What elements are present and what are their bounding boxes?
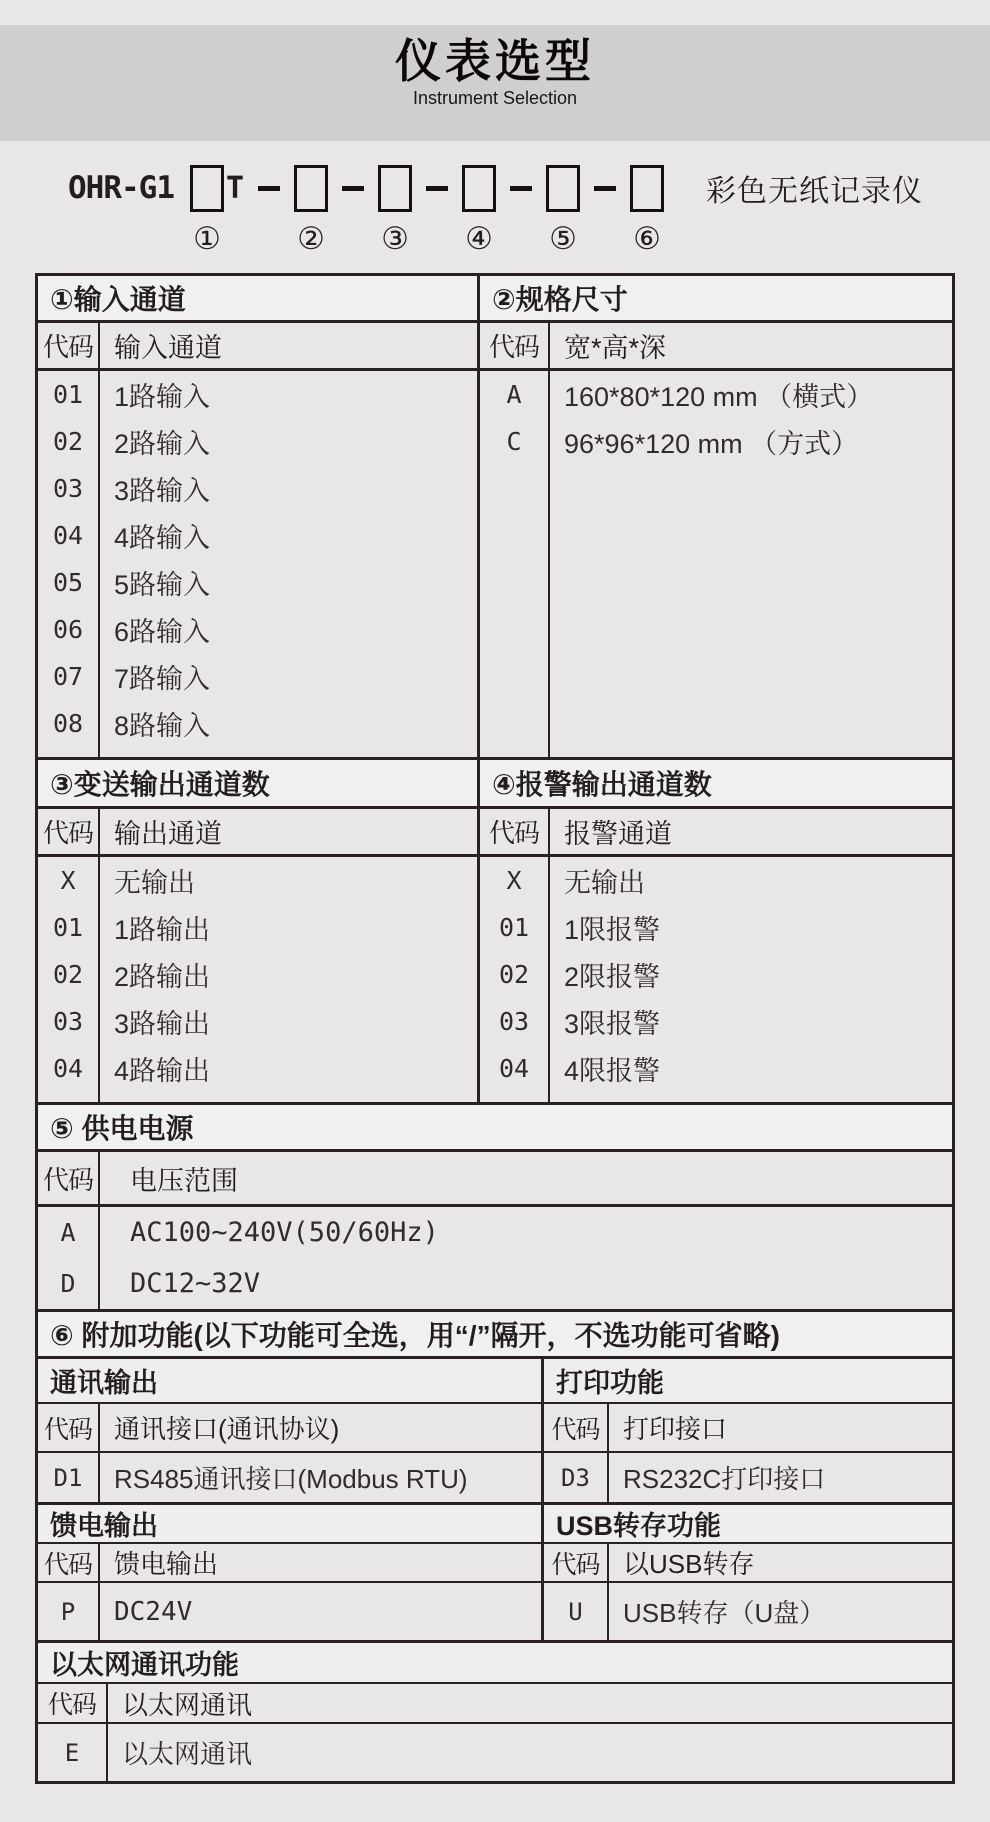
column-header-row (480, 323, 952, 371)
row-code: 04 (38, 1045, 100, 1092)
table-row (480, 857, 952, 904)
table-row (38, 1045, 477, 1092)
code-header: 代码 (38, 1684, 108, 1722)
table-band-2 (38, 760, 952, 1105)
column-header-row (38, 323, 477, 371)
row-code: X (480, 857, 550, 904)
column-header-row (38, 809, 477, 857)
row-desc: 6路输入 (114, 617, 211, 647)
row-code: 02 (38, 951, 100, 998)
product-name: 彩色无纸记录仪 (706, 175, 924, 208)
dash-separator (342, 186, 364, 191)
subsection-ethernet (38, 1643, 952, 1781)
row-desc: 4路输入 (114, 523, 211, 553)
table-row (38, 371, 477, 418)
row-code: 04 (480, 1045, 550, 1092)
section-title: ④报警输出通道数 (480, 760, 952, 809)
row-desc: 2路输入 (114, 429, 211, 459)
row-code: 01 (38, 904, 100, 951)
desc-header: 馈电输出 (114, 1549, 219, 1579)
marker-1: ① (193, 220, 221, 256)
section-additional-functions (38, 1312, 952, 1781)
marker-3: ③ (381, 220, 409, 256)
row-desc: 8路输入 (114, 711, 211, 741)
section-title: ②规格尺寸 (480, 276, 952, 323)
marker-6: ⑥ (633, 220, 661, 256)
model-code-box-1 (190, 165, 224, 212)
row-desc: 7路输入 (114, 664, 211, 694)
empty-area (480, 1092, 952, 1102)
row-code: 08 (38, 700, 100, 747)
table-row (38, 653, 477, 700)
row-desc: 1路输出 (114, 915, 211, 945)
row-desc: DC12~32V (130, 1268, 261, 1299)
model-prefix: OHR-G1 (68, 170, 174, 206)
table-row (38, 1453, 541, 1505)
subsection-title: 通讯输出 (38, 1359, 541, 1404)
row-code: U (544, 1583, 609, 1640)
table-band-1 (38, 276, 952, 760)
table-row (544, 1453, 952, 1505)
empty-area (480, 465, 952, 757)
model-code-box-2 (294, 165, 328, 212)
desc-header: 输出通道 (114, 819, 222, 849)
column-header-row (38, 1404, 541, 1453)
empty-desc-cell (100, 747, 477, 757)
row-desc: 2限报警 (564, 962, 661, 992)
code-header: 代码 (544, 1404, 609, 1451)
model-code-box-6 (630, 165, 664, 212)
desc-header: 输入通道 (114, 333, 222, 363)
table-row (480, 951, 952, 998)
empty-code-cell (480, 1092, 550, 1102)
row-code: 05 (38, 559, 100, 606)
desc-header: 通讯接口(通讯协议) (114, 1414, 340, 1444)
column-header-row (544, 1404, 952, 1453)
marker-2: ② (297, 220, 325, 256)
subsection-pair-1 (38, 1359, 952, 1643)
row-code: 03 (480, 998, 550, 1045)
row-code: 01 (480, 904, 550, 951)
section-power-supply (38, 1105, 952, 1312)
code-header: 代码 (38, 1404, 100, 1451)
row-code: 03 (38, 465, 100, 512)
table-row (38, 998, 477, 1045)
row-desc: 3路输入 (114, 476, 211, 506)
section-alarm-output (480, 760, 952, 1102)
row-desc: RS232C打印接口 (623, 1464, 826, 1494)
model-slot-6 (630, 165, 664, 256)
row-desc: 5路输入 (114, 570, 211, 600)
section-title: ③变送输出通道数 (38, 760, 477, 809)
table-row (38, 1207, 952, 1258)
column-header-row (480, 809, 952, 857)
row-desc: 无输出 (564, 868, 645, 898)
row-desc: 96*96*120 mm （方式） (564, 429, 859, 459)
page-subtitle: Instrument Selection (412, 88, 578, 108)
row-desc: USB转存（U盘） (623, 1598, 826, 1628)
table-row (38, 857, 477, 904)
empty-desc-cell (550, 465, 952, 757)
row-code: A (480, 371, 550, 418)
page-banner (0, 25, 990, 141)
row-code: D3 (544, 1453, 609, 1502)
empty-area (38, 1092, 477, 1102)
row-code: E (38, 1724, 108, 1781)
empty-desc-cell (550, 1092, 952, 1102)
table-row (38, 606, 477, 653)
section-title: ⑥ 附加功能(以下功能可全选，用“/”隔开，不选功能可省略) (38, 1312, 952, 1359)
desc-header: 报警通道 (564, 819, 672, 849)
code-header: 代码 (38, 809, 100, 854)
model-code-box-4 (462, 165, 496, 212)
row-desc: DC24V (114, 1596, 193, 1627)
row-desc: 1路输入 (114, 382, 211, 412)
dash-separator (594, 186, 616, 191)
subsection-title: 打印功能 (544, 1359, 952, 1404)
table-row (480, 371, 952, 418)
section-input-channels (38, 276, 480, 757)
table-row (38, 904, 477, 951)
row-desc: 3路输出 (114, 1009, 211, 1039)
row-desc: 3限报警 (564, 1009, 661, 1039)
row-code: 01 (38, 371, 100, 418)
row-desc: 4限报警 (564, 1056, 661, 1086)
marker-5: ⑤ (549, 220, 577, 256)
row-desc: 4路输出 (114, 1056, 211, 1086)
code-header: 代码 (480, 809, 550, 854)
row-desc: 以太网通讯 (122, 1739, 253, 1769)
table-row (38, 1724, 952, 1781)
model-slot-1 (190, 165, 245, 256)
model-slot-2 (294, 165, 328, 256)
section-title: ⑤ 供电电源 (38, 1105, 952, 1152)
row-code: P (38, 1583, 100, 1640)
section-dimensions (480, 276, 952, 757)
code-header: 代码 (38, 1152, 100, 1204)
row-code: D (38, 1258, 100, 1309)
row-desc: RS485通讯接口(Modbus RTU) (114, 1464, 468, 1494)
model-slot-4 (462, 165, 496, 256)
table-row (38, 512, 477, 559)
empty-code-cell (480, 465, 550, 757)
model-code-box-3 (378, 165, 412, 212)
table-row (38, 1583, 541, 1643)
table-row (38, 465, 477, 512)
marker-4: ④ (465, 220, 493, 256)
row-code: 02 (38, 418, 100, 465)
section-transmit-output (38, 760, 480, 1102)
column-header-row (38, 1684, 952, 1724)
model-slot-3 (378, 165, 412, 256)
desc-header: 电压范围 (130, 1165, 238, 1196)
dash-separator (510, 186, 532, 191)
model-code-line (0, 163, 990, 256)
table-row (38, 418, 477, 465)
desc-header: 以太网通讯 (122, 1689, 253, 1720)
code-header: 代码 (544, 1544, 609, 1581)
row-code: 04 (38, 512, 100, 559)
model-code-box-5 (546, 165, 580, 212)
subsection-comm-output (38, 1359, 544, 1643)
dash-separator (258, 186, 280, 191)
page-title: 仪表选型 (395, 35, 595, 87)
selection-table (35, 273, 955, 1784)
subsection-title: 以太网通讯功能 (38, 1643, 952, 1684)
column-header-row (38, 1152, 952, 1207)
table-row (480, 998, 952, 1045)
desc-header: 打印接口 (623, 1414, 728, 1444)
subsection-print-usb (544, 1359, 952, 1643)
desc-header: 宽*高*深 (564, 333, 667, 363)
row-code: 02 (480, 951, 550, 998)
table-row (480, 904, 952, 951)
empty-code-cell (38, 1092, 100, 1102)
table-row (480, 1045, 952, 1092)
row-desc: 1限报警 (564, 915, 661, 945)
dash-separator (426, 186, 448, 191)
empty-desc-cell (100, 1092, 477, 1102)
table-row (38, 1258, 952, 1309)
table-row (38, 700, 477, 747)
subsection-title: 馈电输出 (38, 1505, 541, 1544)
row-code: C (480, 418, 550, 465)
empty-code-cell (38, 747, 100, 757)
row-code: 07 (38, 653, 100, 700)
code-header: 代码 (38, 323, 100, 368)
table-row (544, 1583, 952, 1643)
row-code: D1 (38, 1453, 100, 1502)
row-desc: 160*80*120 mm （横式） (564, 382, 874, 412)
column-header-row (38, 1544, 541, 1583)
model-t-suffix: T (225, 170, 245, 206)
subsection-title: USB转存功能 (544, 1505, 952, 1544)
code-header: 代码 (38, 1544, 100, 1581)
column-header-row (544, 1544, 952, 1583)
table-row (38, 951, 477, 998)
table-row (38, 559, 477, 606)
empty-area (38, 747, 477, 757)
section-title: ①输入通道 (38, 276, 477, 323)
row-code: A (38, 1207, 100, 1258)
row-code: 03 (38, 998, 100, 1045)
row-desc: 2路输出 (114, 962, 211, 992)
row-code: X (38, 857, 100, 904)
row-desc: 无输出 (114, 868, 195, 898)
row-code: 06 (38, 606, 100, 653)
row-desc: AC100~240V(50/60Hz) (130, 1217, 439, 1248)
table-row (480, 418, 952, 465)
model-slot-5 (546, 165, 580, 256)
code-header: 代码 (480, 323, 550, 368)
desc-header: 以USB转存 (623, 1549, 755, 1579)
